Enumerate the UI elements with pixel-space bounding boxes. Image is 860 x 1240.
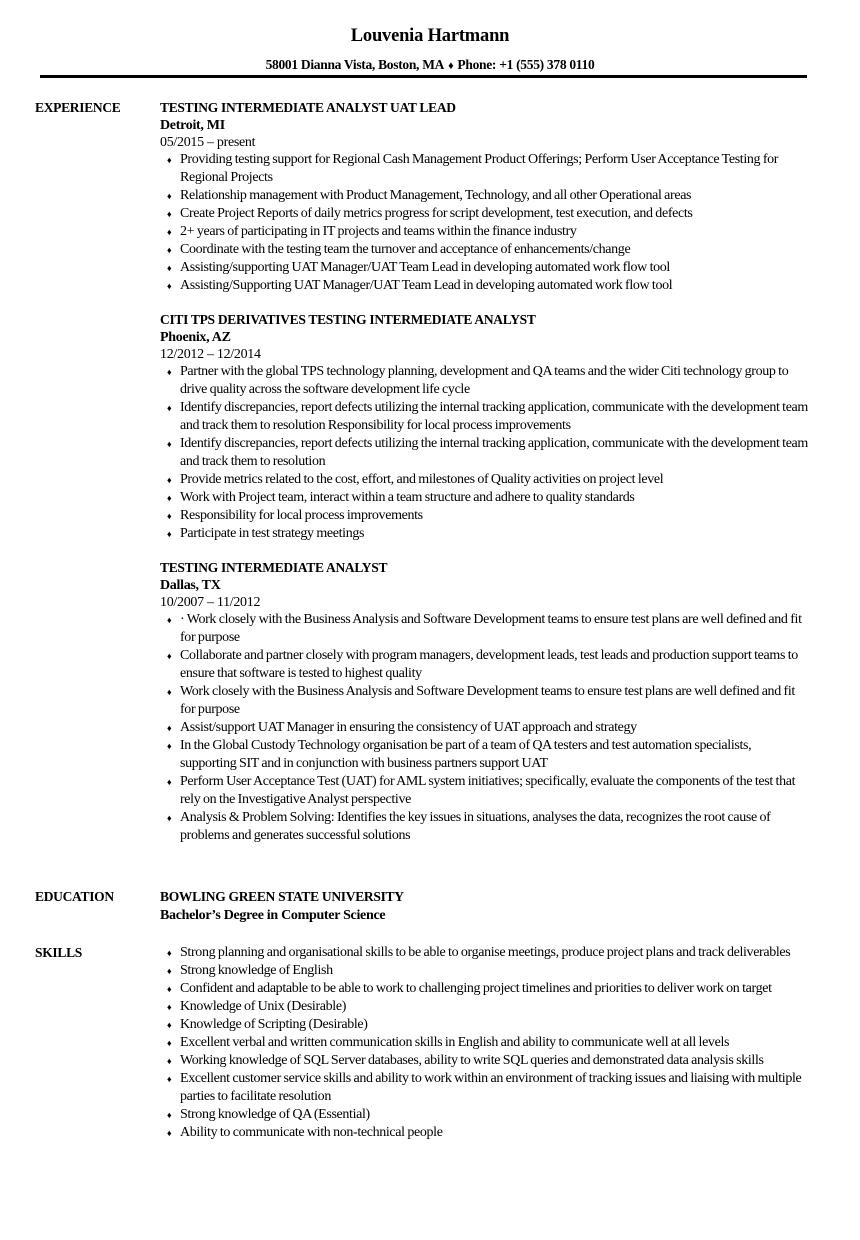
section-label-experience: EXPERIENCE	[35, 100, 121, 115]
job-bullets	[160, 151, 810, 295]
bullet-text: Excellent verbal and written communication skills in English and ability to communicate well at all levels	[180, 1035, 730, 1050]
bullet-item	[160, 241, 810, 259]
bullet-icon: ♦	[167, 493, 172, 503]
bullet-icon: ♦	[167, 651, 172, 661]
experience-list	[160, 99, 810, 861]
bullet-text: In the Global Custody Technology organisation be part of a team of QA testers and test automation specialists, supporting SIT and in conjunction with business partners support UAT	[180, 738, 752, 771]
bullet-text: Work closely with the Business Analysis and Software Development teams to ensure test plans are well defined and fit for purpose	[180, 684, 795, 717]
bullet-item	[160, 773, 810, 809]
job-location: Detroit, MI	[160, 118, 225, 133]
bullet-text: · Work closely with the Business Analysis and Software Development teams to ensure test plans are well defined and fit for purpose	[180, 612, 802, 645]
job-title: TESTING INTERMEDIATE ANALYST	[160, 560, 388, 575]
job-title: TESTING INTERMEDIATE ANALYST UAT LEAD	[160, 100, 456, 115]
bullet-icon: ♦	[167, 403, 172, 413]
bullet-text: Relationship management with Product Management, Technology, and all other Operational areas	[180, 188, 692, 203]
bullet-icon: ♦	[167, 367, 172, 377]
bullet-item	[160, 399, 810, 435]
bullet-icon: ♦	[167, 777, 172, 787]
bullet-item	[160, 363, 810, 399]
bullet-text: Assisting/supporting UAT Manager/UAT Team Lead in developing automated work flow tool	[180, 260, 670, 275]
section-label-education: EDUCATION	[35, 889, 114, 904]
bullet-icon: ♦	[167, 209, 172, 219]
bullet-text: Assisting/Supporting UAT Manager/UAT Team Lead in developing automated work flow tool	[180, 278, 673, 293]
bullet-item	[160, 1070, 810, 1106]
bullet-icon: ♦	[167, 1038, 172, 1048]
bullet-text: Partner with the global TPS technology planning, development and QA teams and the wider Citi technology group to drive quality across the software development life cycle	[180, 364, 789, 397]
bullet-item	[160, 507, 810, 525]
bullet-item	[160, 259, 810, 277]
bullet-text: Ability to communicate with non-technical people	[180, 1125, 443, 1140]
bullet-icon: ♦	[167, 1020, 172, 1030]
skill-bullets	[160, 944, 810, 1142]
bullet-icon: ♦	[167, 1002, 172, 1012]
school-name: BOWLING GREEN STATE UNIVERSITY	[160, 889, 404, 904]
bullet-icon: ♦	[167, 966, 172, 976]
bullet-icon: ♦	[167, 511, 172, 521]
candidate-name: Louvenia Hartmann	[350, 26, 510, 46]
education-entry	[160, 888, 810, 926]
bullet-text: Perform User Acceptance Test (UAT) for AML system initiatives; specifically, evaluate the components of the test that rely on the Investigative Analyst perspective	[180, 774, 796, 807]
bullet-text: Responsibility for local process improvements	[180, 508, 423, 523]
phone: Phone: +1 (555) 378 0110	[457, 57, 595, 72]
bullet-item	[160, 998, 810, 1016]
bullet-text: Excellent customer service skills and ability to work within an environment of tracking issues and liaising with multiple parties to facilitate resolution	[180, 1071, 802, 1104]
bullet-text: Work with Project team, interact within a team structure and adhere to quality standards	[180, 490, 635, 505]
bullet-icon: ♦	[167, 984, 172, 994]
bullet-text: 2+ years of participating in IT projects and teams within the finance industry	[180, 224, 577, 239]
job-location: Dallas, TX	[160, 578, 221, 593]
bullet-icon: ♦	[167, 1110, 172, 1120]
bullet-text: Coordinate with the testing team the turnover and acceptance of enhancements/change	[180, 242, 631, 257]
bullet-text: Working knowledge of SQL Server databases, ability to write SQL queries and demonstrated data analysis skills	[180, 1053, 764, 1068]
bullet-text: Analysis & Problem Solving: Identifies the key issues in situations, analyses the data, recognizes the root cause of problems and generates successful solutions	[180, 810, 771, 843]
bullet-text: Providing testing support for Regional Cash Management Product Offerings; Perform User Acceptance Testing for Regional Projects	[180, 152, 779, 185]
job-dates: 10/2007 – 11/2012	[160, 595, 261, 610]
bullet-item	[160, 683, 810, 719]
diamond-separator-icon: ♦	[448, 60, 454, 72]
bullet-icon: ♦	[167, 191, 172, 201]
bullet-icon: ♦	[167, 439, 172, 449]
bullet-item	[160, 525, 810, 543]
bullet-icon: ♦	[167, 227, 172, 237]
bullet-text: Assist/support UAT Manager in ensuring the consistency of UAT approach and strategy	[180, 720, 637, 735]
bullet-item	[160, 471, 810, 489]
job-title: CITI TPS DERIVATIVES TESTING INTERMEDIATE ANALYST	[160, 312, 536, 327]
bullet-text: Collaborate and partner closely with program managers, development leads, test leads and production support teams to ensure that software is tested to highest quality	[180, 648, 798, 681]
bullet-item	[160, 277, 810, 295]
bullet-item	[160, 1124, 810, 1142]
bullet-item	[160, 1034, 810, 1052]
bullet-icon: ♦	[167, 723, 172, 733]
bullet-item	[160, 205, 810, 223]
job-location: Phoenix, AZ	[160, 330, 231, 345]
bullet-item	[160, 809, 810, 845]
bullet-text: Knowledge of Unix (Desirable)	[180, 999, 347, 1014]
bullet-item	[160, 980, 810, 998]
bullet-text: Identify discrepancies, report defects utilizing the internal tracking application, communicate with the development team and track them to resolution Responsibility for local process improvements	[180, 400, 808, 433]
bullet-icon: ♦	[167, 1074, 172, 1084]
job-bullets	[160, 611, 810, 845]
job-dates: 12/2012 – 12/2014	[160, 347, 261, 362]
job-entry	[160, 311, 810, 543]
bullet-icon: ♦	[167, 741, 172, 751]
bullet-item	[160, 187, 810, 205]
contact-line	[0, 56, 860, 75]
bullet-icon: ♦	[167, 1128, 172, 1138]
bullet-icon: ♦	[167, 529, 172, 539]
bullet-text: Knowledge of Scripting (Desirable)	[180, 1017, 368, 1032]
bullet-icon: ♦	[167, 263, 172, 273]
section-label-skills: SKILLS	[35, 945, 82, 960]
bullet-text: Strong knowledge of English	[180, 963, 333, 978]
bullet-item	[160, 611, 810, 647]
bullet-item	[160, 223, 810, 241]
job-entry	[160, 559, 810, 845]
bullet-text: Create Project Reports of daily metrics progress for script development, test execution, and defects	[180, 206, 693, 221]
bullet-text: Provide metrics related to the cost, effort, and milestones of Quality activities on project level	[180, 472, 664, 487]
bullet-icon: ♦	[167, 615, 172, 625]
bullet-text: Participate in test strategy meetings	[180, 526, 365, 541]
bullet-item	[160, 737, 810, 773]
bullet-text: Strong planning and organisational skills to be able to organise meetings, produce project plans and track deliverables	[180, 945, 791, 960]
bullet-text: Confident and adaptable to be able to work to challenging project timelines and priorities to deliver work on target	[180, 981, 772, 996]
bullet-item	[160, 1106, 810, 1124]
bullet-icon: ♦	[167, 813, 172, 823]
bullet-item	[160, 944, 810, 962]
resume-header	[0, 24, 860, 75]
bullet-icon: ♦	[167, 475, 172, 485]
bullet-text: Identify discrepancies, report defects utilizing the internal tracking application, communicate with the development team and track them to resolution	[180, 436, 808, 469]
bullet-icon: ♦	[167, 948, 172, 958]
bullet-item	[160, 1016, 810, 1034]
address: 58001 Dianna Vista, Boston, MA	[265, 57, 445, 72]
bullet-item	[160, 647, 810, 683]
bullet-item	[160, 489, 810, 507]
job-bullets	[160, 363, 810, 543]
bullet-icon: ♦	[167, 1056, 172, 1066]
bullet-item	[160, 151, 810, 187]
bullet-icon: ♦	[167, 245, 172, 255]
job-entry	[160, 99, 810, 295]
bullet-text: Strong knowledge of QA (Essential)	[180, 1107, 370, 1122]
bullet-item	[160, 435, 810, 471]
skills-list	[160, 944, 810, 1142]
bullet-item	[160, 962, 810, 980]
bullet-icon: ♦	[167, 687, 172, 697]
bullet-item	[160, 719, 810, 737]
bullet-icon: ♦	[167, 155, 172, 165]
degree: Bachelor’s Degree in Computer Science	[160, 908, 386, 923]
header-divider	[40, 75, 807, 78]
job-dates: 05/2015 – present	[160, 135, 256, 150]
bullet-item	[160, 1052, 810, 1070]
bullet-icon: ♦	[167, 281, 172, 291]
